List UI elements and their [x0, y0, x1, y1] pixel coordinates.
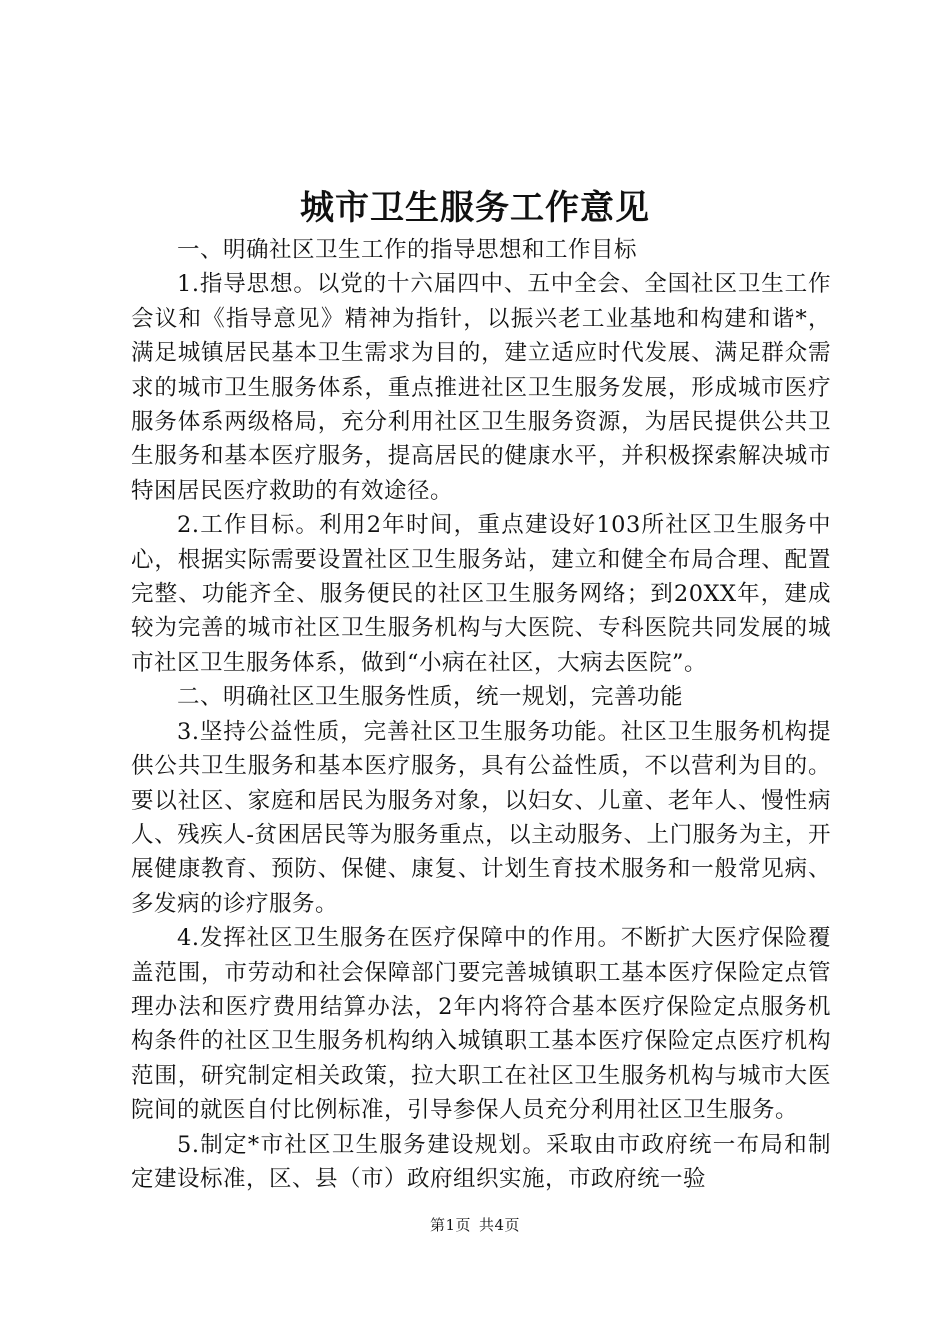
paragraph-guiding-ideology: 1.指导思想。以党的十六届四中、五中全会、全国社区卫生工作会议和《指导意见》精神为指针，以振兴老工业基地和构建和谐*，满足城镇居民基本卫生需求为目的，建立适应时代发展、满足群众需求的城市卫生服务体系，重点推进社区卫生服务发展，形成城市医疗服务体系两级格局，充分利用社区卫生服务资源，为居民提供公共卫生服务和基本医疗服务，提高居民的健康水平，并积极探索解决城市特困居民医疗救助的有效途径。 [131, 271, 831, 504]
paragraph-work-goals: 2.工作目标。利用2年时间，重点建设好103所社区卫生服务中心，根据实际需要设置社区卫生服务站，建立和健全布局合理、配置完整、功能齐全、服务便民的社区卫生服务网络；到20XX年，建成较为完善的城市社区卫生服务机构与大医院、专科医院共同发展的城市社区卫生服务体系，做到“小病在社区，大病去医院”。 [131, 512, 831, 676]
section-heading-1: 一、明确社区卫生工作的指导思想和工作目标 [177, 237, 638, 263]
document-body [131, 233, 831, 1196]
paragraph-public-welfare: 3.坚持公益性质，完善社区卫生服务功能。社区卫生服务机构提供公共卫生服务和基本医疗服务，具有公益性质，不以营利为目的。要以社区、家庭和居民为服务对象，以妇女、儿童、老年人、慢性病人、残疾人-贫困居民等为服务重点，以主动服务、上门服务为主，开展健康教育、预防、保健、康复、计划生育技术服务和一般常见病、多发病的诊疗服务。 [131, 718, 831, 917]
page-number: 第1页 [429, 1216, 471, 1234]
paragraph-medical-insurance: 4.发挥社区卫生服务在医疗保障中的作用。不断扩大医疗保险覆盖范围，市劳动和社会保障部门要完善城镇职工基本医疗保险定点管理办法和医疗费用结算办法，2年内将符合基本医疗保险定点服务机构条件的社区卫生服务机构纳入城镇职工基本医疗保险定点医疗机构范围，研究制定相关政策，拉大职工在社区卫生服务机构与城市大医院间的就医自付比例标准，引导参保人员充分利用社区卫生服务。 [131, 925, 831, 1124]
page-footer [0, 1215, 950, 1235]
page-total: 共4页 [479, 1216, 521, 1234]
paragraph-construction-plan: 5.制定*市社区卫生服务建设规划。采取由市政府统一布局和制定建设标准，区、县（市）政府组织实施，市政府统一验 [131, 1131, 831, 1192]
section-heading-2: 二、明确社区卫生服务性质，统一规划，完善功能 [177, 684, 684, 711]
document-title: 城市卫生服务工作意见 [300, 188, 650, 228]
